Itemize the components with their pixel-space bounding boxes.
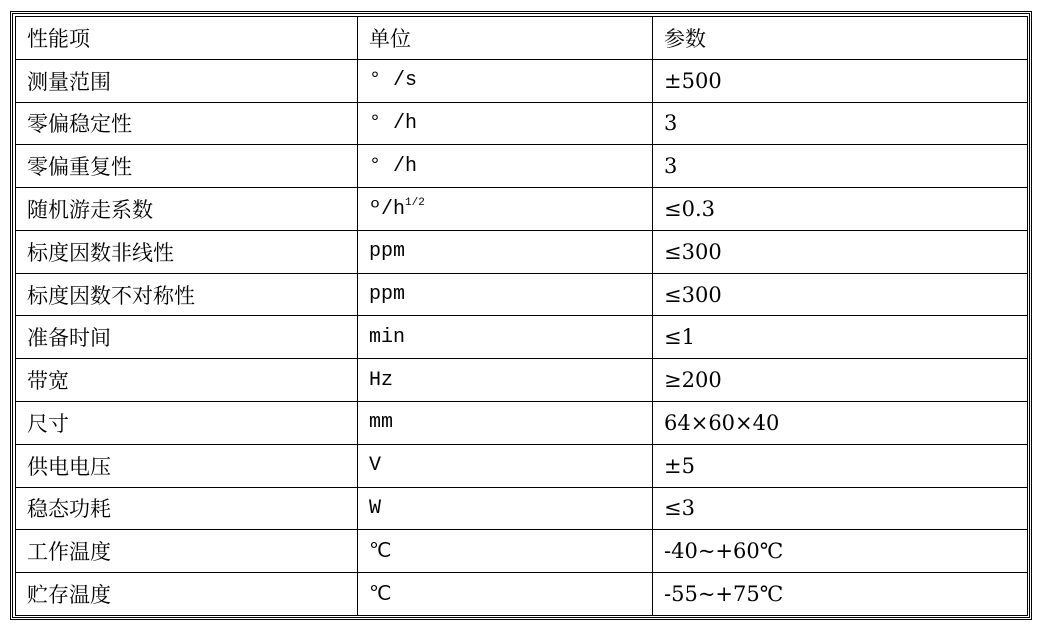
table-row — [16, 102, 1028, 145]
cell-value: ≤1 — [653, 316, 1028, 359]
cell-value: ±500 — [653, 59, 1028, 102]
table-row — [16, 487, 1028, 530]
table-row — [16, 444, 1028, 487]
cell-unit: W — [358, 487, 653, 530]
header-cell-unit: 单位 — [358, 17, 653, 60]
table-row — [16, 573, 1028, 616]
cell-unit: Hz — [358, 359, 653, 402]
cell-value: ≤3 — [653, 487, 1028, 530]
header-cell-item: 性能项 — [16, 17, 358, 60]
cell-item: 零偏重复性 — [16, 145, 358, 188]
cell-value: 3 — [653, 102, 1028, 145]
cell-value: ≥200 — [653, 359, 1028, 402]
cell-item: 尺寸 — [16, 402, 358, 445]
cell-value: ≤0.3 — [653, 188, 1028, 231]
table-row — [16, 145, 1028, 188]
cell-value: ≤300 — [653, 273, 1028, 316]
cell-unit: mm — [358, 402, 653, 445]
cell-unit: min — [358, 316, 653, 359]
table-row — [16, 316, 1028, 359]
cell-unit: ° /h — [358, 102, 653, 145]
cell-item: 测量范围 — [16, 59, 358, 102]
table-row — [16, 402, 1028, 445]
cell-value: ±5 — [653, 444, 1028, 487]
header-cell-value: 参数 — [653, 17, 1028, 60]
cell-value: ≤300 — [653, 230, 1028, 273]
cell-item: 稳态功耗 — [16, 487, 358, 530]
cell-value: -40~+60℃ — [653, 530, 1028, 573]
table-row — [16, 188, 1028, 231]
table-row — [16, 273, 1028, 316]
cell-item: 准备时间 — [16, 316, 358, 359]
unit-superscript: 1/2 — [405, 197, 425, 210]
cell-item: 供电电压 — [16, 444, 358, 487]
cell-item: 贮存温度 — [16, 573, 358, 616]
table-row — [16, 230, 1028, 273]
cell-item: 工作温度 — [16, 530, 358, 573]
cell-unit: $º/h^{1/2}$ — [358, 188, 653, 231]
cell-value: 3 — [653, 145, 1028, 188]
table-header-row — [16, 17, 1028, 60]
table-row — [16, 359, 1028, 402]
cell-item: 标度因数非线性 — [16, 230, 358, 273]
cell-unit: ° /s — [358, 59, 653, 102]
cell-unit: ° /h — [358, 145, 653, 188]
cell-item: 随机游走系数 — [16, 188, 358, 231]
cell-unit: ℃ — [358, 530, 653, 573]
table-row — [16, 59, 1028, 102]
cell-unit: ℃ — [358, 573, 653, 616]
cell-item: 带宽 — [16, 359, 358, 402]
cell-item: 零偏稳定性 — [16, 102, 358, 145]
cell-item: 标度因数不对称性 — [16, 273, 358, 316]
cell-unit: ppm — [358, 230, 653, 273]
table-row — [16, 530, 1028, 573]
cell-value: -55~+75℃ — [653, 573, 1028, 616]
cell-unit: V — [358, 444, 653, 487]
cell-value: 64×60×40 — [653, 402, 1028, 445]
cell-unit: ppm — [358, 273, 653, 316]
spec-table — [15, 16, 1028, 616]
